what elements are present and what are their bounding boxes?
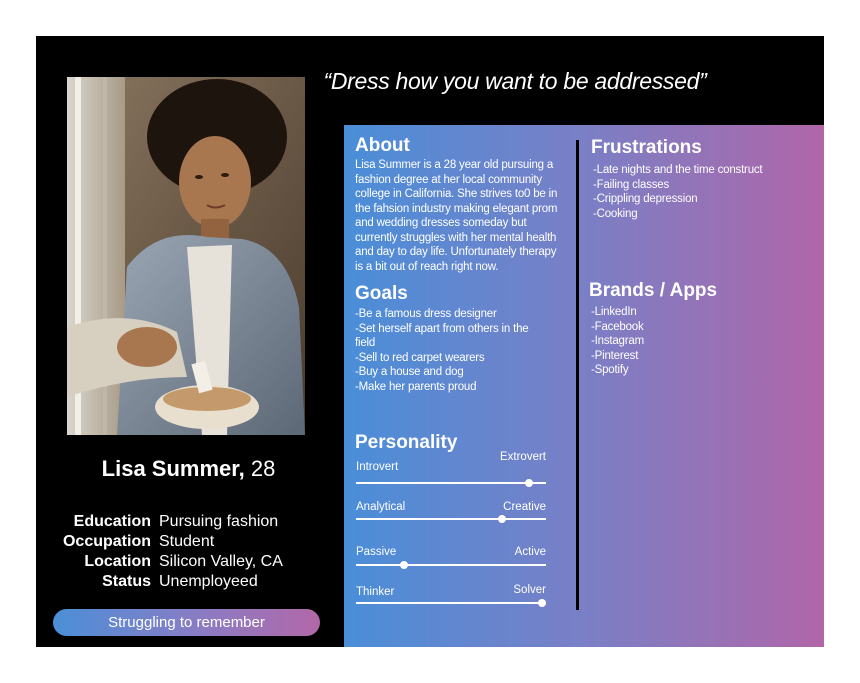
slider-track [356,564,546,566]
personality-title: Personality [355,432,458,453]
info-label: Occupation [62,533,151,550]
frustration-item: -Cooking [593,207,638,220]
slider-right-label: Solver [513,584,546,596]
info-label: Education [73,513,151,530]
goal-item: -Set herself apart from others in the [355,322,529,335]
frustration-item: -Crippling depression [593,193,698,205]
about-text [355,158,575,274]
goals-list [355,307,575,394]
brand-item: -Spotify [591,364,629,376]
details-panel [344,125,824,647]
brand-item: -Facebook [591,320,644,333]
persona-age: 28 [250,456,276,481]
frustrations-list [593,163,818,221]
slider-left-label: Thinker [356,586,395,598]
slider-right-label: Extrovert [499,451,546,463]
info-row-status [36,572,346,592]
persona-name-line [36,456,341,482]
info-row-location [36,552,346,572]
info-value: Pursuing fashion [159,513,279,530]
info-label: Location [84,553,151,570]
slider-track [356,482,546,484]
slider-left-label: Introvert [356,461,399,473]
about-line: and day to day life. Unfortunately therapy [355,246,557,258]
about-line: college in California. She strives to0 be in [355,188,558,200]
slider-knob [538,599,546,607]
about-line: Lisa Summer is a 28 year old pursuing a [355,159,554,171]
slider-knob [525,479,533,487]
slider-track [356,518,546,520]
about-line: is a bit out of reach right now. [355,260,499,273]
about-line: and wedding dresses someday but [355,217,527,229]
goal-item: -Sell to red carpet wearers [355,351,485,364]
slider-knob [400,561,408,569]
persona-name: Lisa Summer, [101,456,245,481]
info-label: Status [102,573,151,590]
frustration-item: -Failing classes [593,178,670,191]
about-line: currently struggles with her mental health [355,231,557,244]
goal-item: field [355,337,376,349]
frustration-item: -Late nights and the time construct [593,164,763,176]
brands-title: Brands / Apps [589,280,718,301]
column-divider [576,140,579,610]
slider-thinker-solver [356,586,546,622]
persona-photo [67,77,305,435]
slider-analytical-creative [356,501,546,537]
slider-left-label: Analytical [356,501,406,513]
info-value: Unemployeed [159,573,258,590]
persona-card [36,36,824,647]
info-value: Silicon Valley, CA [159,553,283,570]
about-line: the fahsion industry making elegant prom [355,202,558,215]
info-value: Student [159,533,215,550]
info-row-education [36,512,346,532]
about-line: fashion degree at her local community [355,173,542,186]
brands-list [591,305,816,378]
persona-quote: “Dress how you want to be addressed” [323,68,707,94]
slider-right-label: Creative [503,501,546,513]
brand-item: -Pinterest [591,349,639,362]
info-row-occupation [36,532,346,552]
slider-left-label: Passive [356,546,397,558]
memory-pill: Struggling to remember [53,609,320,636]
about-title: About [355,135,410,156]
slider-introvert-extrovert [356,453,546,489]
brand-item: -LinkedIn [591,306,637,318]
slider-knob [498,515,506,523]
slider-right-label: Active [514,546,546,558]
persona-info [36,512,346,592]
slider-track [356,602,546,604]
goal-item: -Be a famous dress designer [355,308,497,320]
frustrations-title: Frustrations [591,137,702,158]
slider-passive-active [356,546,546,582]
brand-item: -Instagram [591,335,644,347]
goals-title: Goals [355,283,408,304]
goal-item: -Buy a house and dog [355,366,464,378]
goal-item: -Make her parents proud [355,380,477,393]
